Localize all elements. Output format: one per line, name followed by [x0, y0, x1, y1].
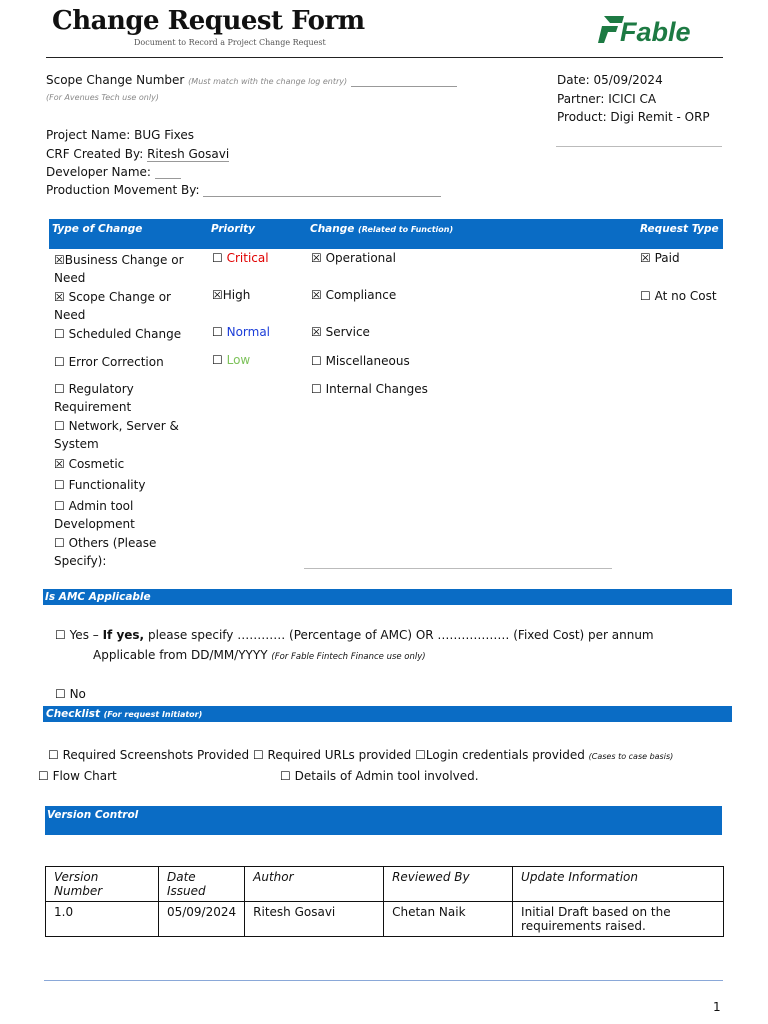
- cell-update-info: Initial Draft based on the requirements raised.: [513, 902, 724, 937]
- priority-normal[interactable]: [212, 325, 270, 339]
- type-cosmetic[interactable]: ☒ Cosmetic: [54, 457, 125, 471]
- change-header-sub: (Related to Function): [358, 225, 454, 234]
- checklist-login[interactable]: ☐Login credentials provided: [415, 748, 585, 762]
- header-rule: [46, 57, 723, 58]
- change-table-header: [49, 219, 723, 249]
- priority-normal-box[interactable]: ☐: [212, 325, 223, 339]
- amc-yes-details: please specify ………… (Percentage of AMC) OR ……………… (Fixed Cost) per annum: [147, 628, 654, 642]
- col-version-number: Version Number: [46, 867, 159, 902]
- production-field[interactable]: [203, 196, 441, 197]
- project-name-row: [46, 128, 194, 142]
- priority-critical-box[interactable]: ☐: [212, 251, 223, 265]
- project-name-label: Project Name:: [46, 128, 131, 142]
- scope-change-field[interactable]: [351, 86, 457, 87]
- request-no-cost[interactable]: ☐ At no Cost: [640, 289, 717, 303]
- change-header-label: Change: [310, 223, 355, 235]
- request-type-header: Request Type: [640, 223, 719, 235]
- page-number: 1: [713, 1000, 721, 1014]
- version-table: [45, 866, 724, 937]
- priority-low-label: Low: [226, 353, 251, 367]
- checklist-header-sub: (For request Initiator): [103, 710, 203, 719]
- checklist-admin-tool[interactable]: ☐ Details of Admin tool involved.: [280, 769, 479, 783]
- checklist-header-label: Checklist: [46, 708, 100, 720]
- developer-field[interactable]: [155, 178, 181, 179]
- col-author: Author: [245, 867, 384, 902]
- checklist-header: [43, 706, 732, 722]
- checklist-flow-chart[interactable]: ☐ Flow Chart: [38, 769, 117, 783]
- amc-header-label: Is AMC Applicable: [45, 591, 151, 603]
- type-scheduled-change[interactable]: ☐ Scheduled Change: [54, 327, 182, 341]
- scope-change-row: [46, 73, 457, 87]
- others-specify-line: [304, 568, 612, 569]
- developer-row: [46, 165, 181, 179]
- crf-created-row: [46, 147, 229, 161]
- version-table-header-row: [46, 867, 724, 902]
- meta-divider: [556, 146, 722, 147]
- priority-critical-label: Critical: [226, 251, 269, 265]
- amc-yes-checkbox[interactable]: ☐ Yes –: [55, 628, 99, 642]
- version-control-header: [45, 806, 722, 835]
- type-business-change[interactable]: ☒Business Change or Need: [54, 253, 184, 285]
- type-header: Type of Change: [52, 223, 143, 235]
- priority-high[interactable]: ☒High: [212, 288, 251, 302]
- amc-applicable-text: Applicable from DD/MM/YYYY: [93, 648, 268, 662]
- scope-change-label: Scope Change Number: [46, 73, 185, 87]
- crf-created-value: Ritesh Gosavi: [147, 147, 230, 161]
- production-label: Production Movement By:: [46, 183, 200, 197]
- col-reviewed-by: Reviewed By: [384, 867, 513, 902]
- scope-change-note: (Must match with the change log entry): [188, 77, 348, 86]
- change-miscellaneous[interactable]: ☐ Miscellaneous: [311, 354, 410, 368]
- col-update-information: Update Information: [513, 867, 724, 902]
- request-paid[interactable]: ☒ Paid: [640, 251, 680, 265]
- type-of-change-list: [54, 251, 194, 570]
- checklist-screenshots[interactable]: ☐ Required Screenshots Provided: [48, 748, 250, 762]
- cell-version: 1.0: [46, 902, 159, 937]
- amc-if-yes: If yes,: [102, 628, 145, 642]
- amc-yes-row[interactable]: [55, 628, 654, 642]
- fable-logo: [598, 10, 714, 50]
- crf-created-label: CRF Created By:: [46, 147, 144, 161]
- change-service[interactable]: ☒ Service: [311, 325, 370, 339]
- developer-label: Developer Name:: [46, 165, 151, 179]
- type-error-correction[interactable]: ☐ Error Correction: [54, 355, 164, 369]
- checklist-row-1: [48, 748, 673, 762]
- version-control-label: Version Control: [47, 809, 139, 821]
- form-title: Change Request Form: [52, 6, 365, 36]
- priority-low-box[interactable]: ☐: [212, 353, 223, 367]
- footer-rule: [44, 980, 723, 981]
- type-others[interactable]: ☐ Others (Please Specify):: [54, 536, 157, 568]
- checklist-login-note: (Cases to case basis): [588, 752, 674, 761]
- cell-date: 05/09/2024: [158, 902, 244, 937]
- change-compliance[interactable]: ☒ Compliance: [311, 288, 397, 302]
- cell-reviewer: Chetan Naik: [384, 902, 513, 937]
- priority-normal-label: Normal: [226, 325, 271, 339]
- amc-applicable-note: (For Fable Fintech Finance use only): [271, 652, 426, 662]
- change-internal[interactable]: ☐ Internal Changes: [311, 382, 428, 396]
- change-operational[interactable]: ☒ Operational: [311, 251, 396, 265]
- project-name-value: BUG Fixes: [134, 128, 195, 142]
- production-row: [46, 183, 441, 197]
- change-header: [310, 223, 453, 235]
- type-functionality[interactable]: ☐ Functionality: [54, 478, 146, 492]
- priority-header: Priority: [211, 223, 256, 235]
- product-text: Product: Digi Remit - ORP: [557, 110, 710, 124]
- checklist-urls[interactable]: ☐ Required URLs provided: [252, 748, 412, 762]
- type-scope-change[interactable]: ☒ Scope Change or Need: [54, 290, 171, 322]
- form-subtitle: Document to Record a Project Change Request: [134, 38, 326, 47]
- type-network-server[interactable]: ☐ Network, Server & System: [54, 419, 179, 451]
- amc-no-checkbox[interactable]: ☐ No: [55, 687, 86, 701]
- partner-text: Partner: ICICI CA: [557, 92, 657, 106]
- priority-critical[interactable]: [212, 251, 269, 265]
- col-date-issued: Date Issued: [158, 867, 244, 902]
- scope-use-note: (For Avenues Tech use only): [46, 93, 159, 102]
- type-regulatory-requirement[interactable]: ☐ Regulatory Requirement: [54, 382, 134, 414]
- date-text: Date: 05/09/2024: [557, 73, 663, 87]
- type-admin-tool[interactable]: ☐ Admin tool Development: [54, 499, 135, 531]
- priority-low[interactable]: [212, 353, 250, 367]
- logo-text: Fable: [620, 17, 691, 47]
- cell-author: Ritesh Gosavi: [245, 902, 384, 937]
- table-row: [46, 902, 724, 937]
- amc-applicable-row: [93, 648, 426, 662]
- amc-header: [43, 589, 732, 605]
